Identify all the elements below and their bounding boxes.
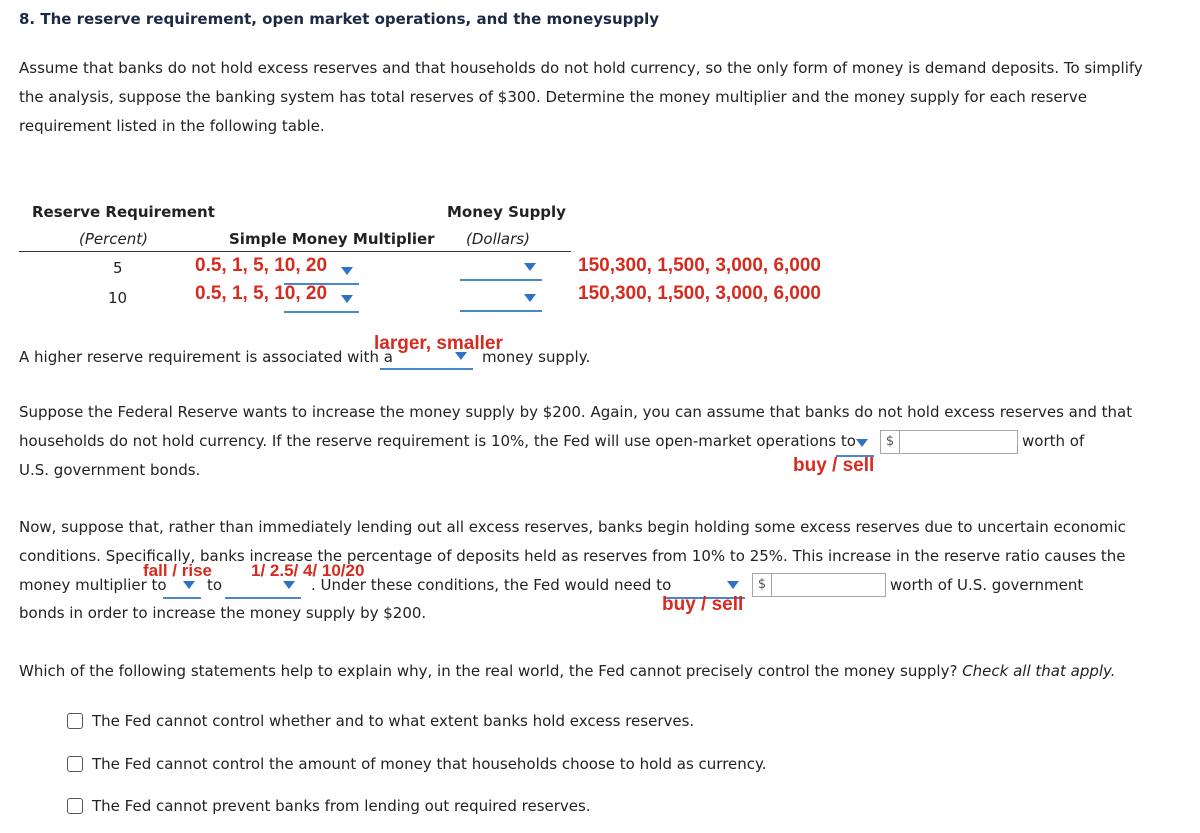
row-1-supply-options: 150,300, 1,500, 3,000, 6,000 (578, 255, 821, 276)
new-multiplier-dropdown[interactable] (225, 573, 301, 599)
dollar-sign: $ (753, 574, 772, 596)
col-reserve-subheader: (Percent) (79, 230, 149, 248)
to-word: to (207, 576, 223, 594)
larger-smaller-annotation: larger, smaller (374, 333, 503, 354)
fed-omo-line-1: Suppose the Federal Reserve wants to increase the money supply by $200. Again, you can assume that banks do not hold excess reserves and that (19, 403, 1133, 421)
fed-omo-buy-sell-dropdown[interactable] (836, 431, 874, 457)
fed-omo-line-3: U.S. government bonds. (19, 461, 201, 479)
fed-omo-amount-input[interactable] (880, 430, 1018, 454)
chevron-down-icon (727, 581, 739, 589)
fed-omo-buy-sell-annotation: buy / sell (793, 455, 875, 476)
multiplier-values-annotation: 1/ 2.5/ 4/ 10/20 (251, 561, 365, 580)
higher-rr-prefix: A higher reserve requirement is associated with a (19, 348, 393, 366)
row-1-reserve: 5 (113, 259, 123, 277)
check-prompt: Which of the following statements help to explain why, in the real world, the Fed cannot precisely control the money supply? Check all that apply. (19, 662, 1116, 680)
row-1-supply-dropdown[interactable] (460, 255, 542, 281)
row-2-supply-dropdown[interactable] (460, 286, 542, 312)
option-3-label: The Fed cannot prevent banks from lending out required reserves. (92, 797, 591, 815)
row-1-multiplier-options: 0.5, 1, 5, 10, 20 (195, 255, 328, 276)
under-conditions-text: . Under these conditions, the Fed would need to (311, 576, 672, 594)
excess-worth-of: worth of U.S. government (890, 576, 1084, 594)
row-2-multiplier-options: 0.5, 1, 5, 10, 20 (195, 283, 328, 304)
checkbox-option-1[interactable] (67, 713, 83, 729)
col-supply-header: Money Supply (447, 203, 566, 221)
table-header-rule (19, 251, 571, 252)
row-2-supply-options: 150,300, 1,500, 3,000, 6,000 (578, 283, 821, 304)
chevron-down-icon (341, 267, 353, 275)
chevron-down-icon (341, 295, 353, 303)
money-multiplier-label: money multiplier to (19, 576, 167, 594)
money-supply-size-dropdown[interactable] (380, 344, 473, 370)
fall-rise-dropdown[interactable] (163, 573, 201, 599)
option-1-label: The Fed cannot control whether and to what extent banks hold excess reserves. (92, 712, 695, 730)
row-2-multiplier-dropdown[interactable] (284, 287, 359, 313)
intro-line-1: Assume that banks do not hold excess reserves and that households do not hold currency, so the only form of money is demand deposits. To simplify (19, 59, 1143, 77)
chevron-down-icon (524, 294, 536, 302)
fed-omo-line-2: households do not hold currency. If the reserve requirement is 10%, the Fed will use open-market operations to (19, 432, 856, 450)
chevron-down-icon (524, 263, 536, 271)
col-supply-subheader: (Dollars) (466, 230, 530, 248)
chevron-down-icon (283, 581, 295, 589)
excess-line-4: bonds in order to increase the money supply by $200. (19, 604, 427, 622)
excess-amount-input[interactable] (752, 573, 886, 597)
row-1-multiplier-dropdown[interactable] (284, 259, 359, 285)
excess-line-1: Now, suppose that, rather than immediately lending out all excess reserves, banks begin holding some excess reserves due to uncertain economic (19, 518, 1126, 536)
col-reserve-header: Reserve Requirement (32, 203, 215, 221)
checkbox-option-2[interactable] (67, 756, 83, 772)
higher-rr-suffix: money supply. (482, 348, 591, 366)
excess-line-2: conditions. Specifically, banks increase the percentage of deposits held as reserves from 10% to 25%. This increase in the reserve ratio causes the (19, 547, 1126, 565)
checkbox-option-3[interactable] (67, 798, 83, 814)
chevron-down-icon (856, 439, 868, 447)
intro-line-2: the analysis, suppose the banking system has total reserves of $300. Determine the money multiplier and the money supply for each reserve (19, 88, 1087, 106)
excess-buy-sell-annotation: buy / sell (662, 594, 744, 615)
check-instruction: Check all that apply. (962, 662, 1116, 680)
chevron-down-icon (455, 352, 467, 360)
fed-omo-worth-of: worth of (1022, 432, 1085, 450)
intro-line-3: requirement listed in the following table. (19, 117, 325, 135)
chevron-down-icon (183, 581, 195, 589)
dollar-sign: $ (881, 431, 900, 453)
fall-rise-annotation: fall / rise (143, 561, 212, 580)
row-2-reserve: 10 (108, 289, 128, 307)
col-multiplier-header: Simple Money Multiplier (229, 230, 435, 248)
question-title: 8. The reserve requirement, open market operations, and the moneysupply (19, 10, 660, 28)
option-2-label: The Fed cannot control the amount of money that households choose to hold as currency. (92, 755, 767, 773)
